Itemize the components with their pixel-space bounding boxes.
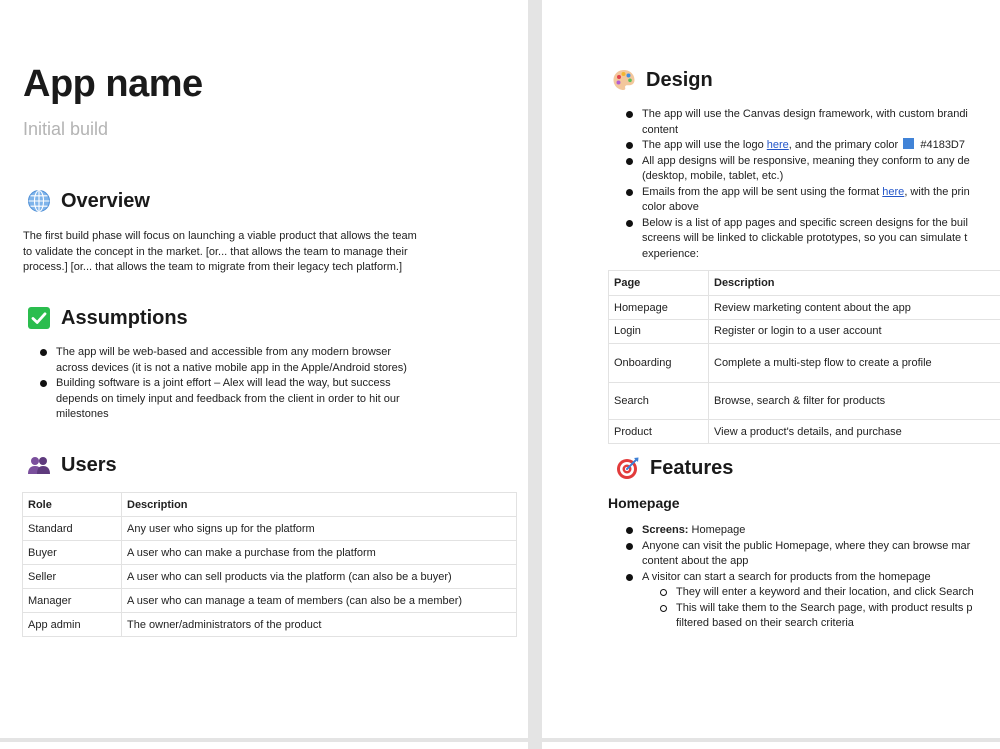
table-cell: Browse, search & filter for products bbox=[709, 383, 1000, 420]
column-header-description: Description bbox=[122, 493, 517, 517]
features-sublist bbox=[642, 585, 1000, 632]
table-row bbox=[23, 541, 517, 565]
list-item: Screens: Homepage bbox=[608, 523, 1000, 539]
users-heading bbox=[27, 453, 117, 477]
assumptions-list bbox=[22, 345, 492, 423]
page-subtitle: Initial build bbox=[23, 119, 109, 139]
table-cell: Homepage bbox=[609, 296, 709, 320]
column-header-description: Description bbox=[709, 271, 1000, 296]
table-cell: Register or login to a user account bbox=[709, 320, 1000, 344]
table-cell: Login bbox=[609, 320, 709, 344]
overview-heading-text: Overview bbox=[61, 189, 150, 212]
table-cell: A user who can make a purchase from the platform bbox=[122, 541, 517, 565]
overview-paragraph bbox=[23, 229, 513, 276]
page-title: App name bbox=[23, 63, 203, 105]
table-cell: Review marketing content about the app bbox=[709, 296, 1000, 320]
table-cell: Search bbox=[609, 383, 709, 420]
list-item: The app will be web-based and accessible from any modern browser across devices (it is not a native mobile app in the Apple/Android stores) bbox=[22, 345, 492, 376]
globe-icon bbox=[27, 189, 51, 213]
list-item: Building software is a joint effort – Alex will lead the way, but success depends on timely input and feedback from the client in order to hit our milestones bbox=[22, 376, 492, 423]
users-table bbox=[22, 492, 517, 637]
table-row bbox=[609, 296, 1000, 320]
pages-table bbox=[608, 270, 1000, 444]
email-format-link[interactable]: here bbox=[882, 185, 905, 198]
design-list bbox=[608, 107, 1000, 262]
list-item: The app will use the logo here, and the primary color #4183D7 bbox=[608, 138, 1000, 154]
overview-line: process.] [or... that allows the team to migrate from their legacy tech platform.] bbox=[23, 261, 403, 273]
list-item: Below is a list of app pages and specific screen designs for the buil screens will be linked to clickable prototypes, so you can simulate t experience: bbox=[608, 216, 1000, 263]
list-item: The app will use the Canvas design framework, with custom brandi content bbox=[608, 107, 1000, 138]
table-cell: App admin bbox=[23, 613, 122, 637]
primary-color-swatch bbox=[903, 138, 914, 149]
table-cell: Buyer bbox=[23, 541, 122, 565]
assumptions-heading-text: Assumptions bbox=[61, 306, 188, 329]
table-row bbox=[609, 383, 1000, 420]
table-cell: Manager bbox=[23, 589, 122, 613]
table-row bbox=[23, 565, 517, 589]
table-row bbox=[609, 344, 1000, 383]
column-header-role: Role bbox=[23, 493, 122, 517]
design-heading-text: Design bbox=[646, 68, 713, 91]
features-heading-text: Features bbox=[650, 456, 734, 479]
features-list bbox=[608, 523, 1000, 632]
table-cell: A user who can sell products via the platform (can also be a buyer) bbox=[122, 565, 517, 589]
palette-icon bbox=[612, 68, 636, 92]
table-row bbox=[609, 420, 1000, 444]
table-header-row bbox=[609, 271, 1000, 296]
design-heading bbox=[612, 68, 713, 92]
table-cell: A user who can manage a team of members (can also be a member) bbox=[122, 589, 517, 613]
features-subheading-homepage: Homepage bbox=[608, 495, 680, 511]
table-cell: Seller bbox=[23, 565, 122, 589]
table-row bbox=[609, 320, 1000, 344]
table-row bbox=[23, 589, 517, 613]
table-cell: Standard bbox=[23, 517, 122, 541]
assumptions-heading bbox=[27, 306, 188, 330]
column-header-page: Page bbox=[609, 271, 709, 296]
overview-line: The first build phase will focus on launching a viable product that allows the team bbox=[23, 230, 417, 242]
users-heading-text: Users bbox=[61, 453, 117, 476]
next-page-edge bbox=[542, 742, 1000, 749]
next-page-edge bbox=[0, 742, 528, 749]
table-cell: Onboarding bbox=[609, 344, 709, 383]
table-header-row bbox=[23, 493, 517, 517]
logo-link[interactable]: here bbox=[766, 139, 789, 151]
document-page-2 bbox=[542, 0, 1000, 738]
list-item: They will enter a keyword and their location, and click Search bbox=[642, 585, 1000, 601]
table-cell: Any user who signs up for the platform bbox=[122, 517, 517, 541]
table-cell: Product bbox=[609, 420, 709, 444]
table-cell: Complete a multi-step flow to create a profile bbox=[709, 344, 1000, 383]
overview-line: to validate the concept in the market. [or... that allows the team to manage their bbox=[23, 245, 408, 258]
list-item: Emails from the app will be sent using the format here, with the prin color above bbox=[608, 185, 1000, 216]
table-cell: The owner/administrators of the product bbox=[122, 613, 517, 637]
list-item: Anyone can visit the public Homepage, where they can browse mar content about the app bbox=[608, 539, 1000, 570]
check-box-icon bbox=[27, 306, 51, 330]
list-item: All app designs will be responsive, meaning they conform to any de (desktop, mobile, tablet, etc.) bbox=[608, 154, 1000, 185]
list-item: A visitor can start a search for products from the homepage They will enter a keyword and their location, and click Search This will take them to the Search page, with product results p filtered based on their search criteria bbox=[608, 570, 1000, 632]
table-cell: View a product's details, and purchase bbox=[709, 420, 1000, 444]
users-icon bbox=[27, 453, 51, 477]
features-heading bbox=[616, 456, 733, 480]
list-item: This will take them to the Search page, with product results p filtered based on their search criteria bbox=[642, 601, 1000, 632]
table-row bbox=[23, 517, 517, 541]
overview-heading bbox=[27, 189, 150, 213]
target-icon bbox=[616, 456, 640, 480]
table-row bbox=[23, 613, 517, 637]
